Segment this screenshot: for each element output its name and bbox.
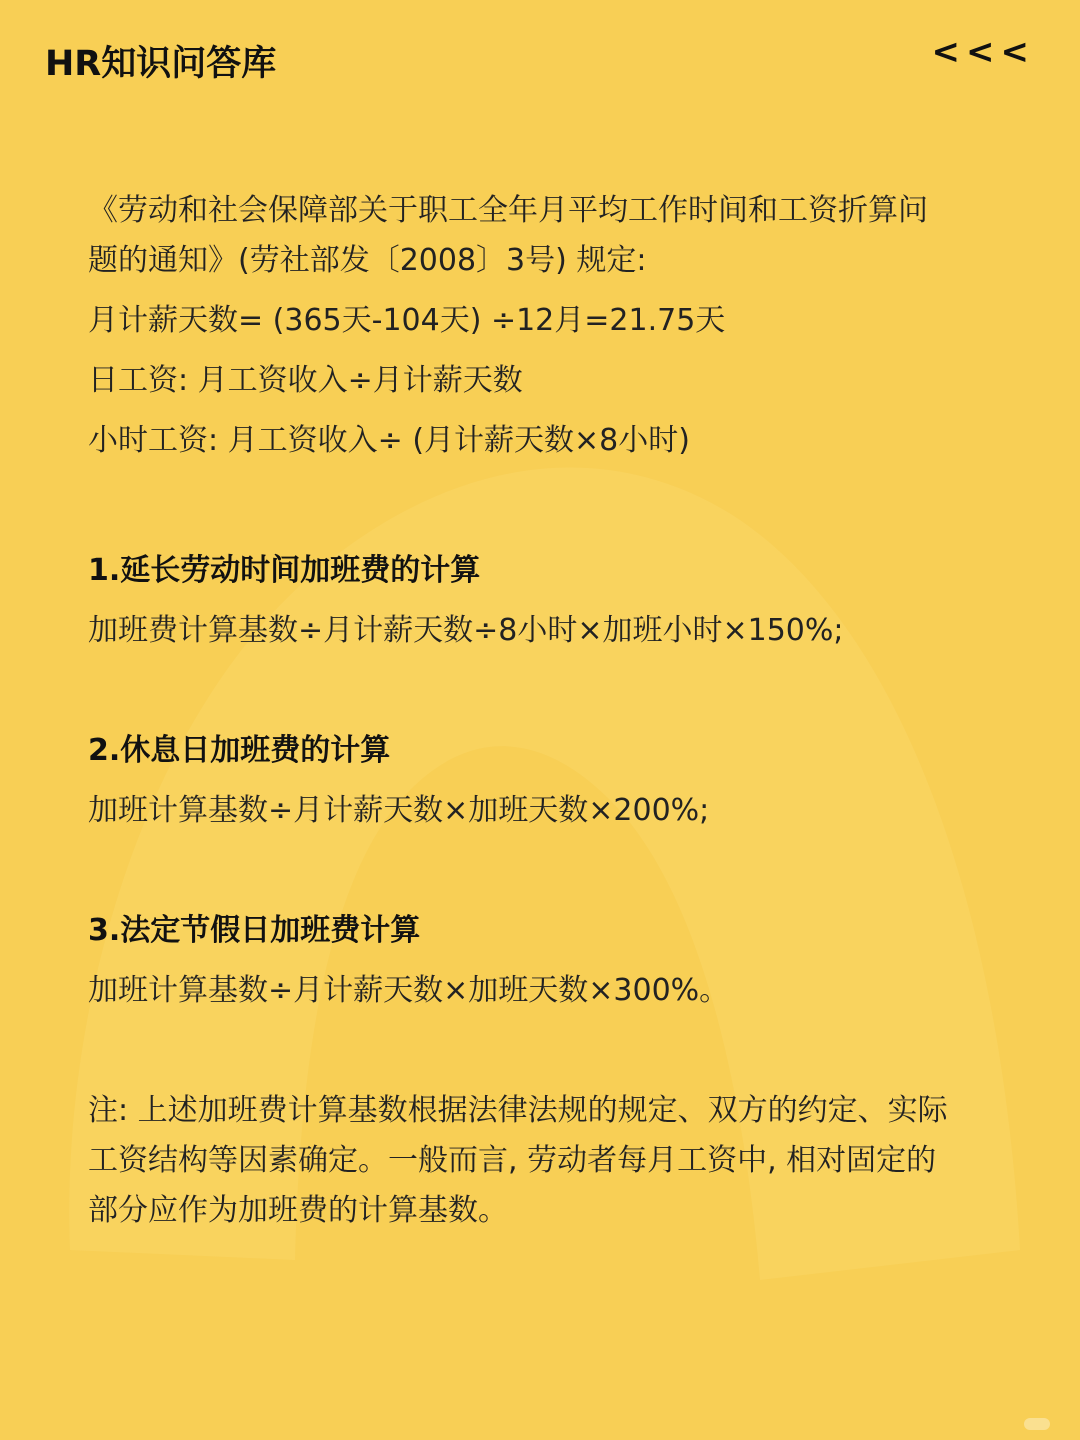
article-body (88, 186, 998, 1236)
monthly-days-formula: 月计薪天数= (365天-104天) ÷12月=21.75天 (88, 303, 726, 338)
section-heading: 2.休息日加班费的计算 (88, 733, 391, 768)
watermark-mark (1024, 1418, 1050, 1430)
back-arrows-icon[interactable]: <<< (931, 32, 1035, 72)
section-overtime (88, 546, 998, 656)
daily-wage-formula: 日工资: 月工资收入÷月计薪天数 (88, 363, 523, 398)
note-line-3: 部分应作为加班费的计算基数。 (88, 1193, 508, 1228)
note-block (88, 1086, 998, 1236)
page-title: HR知识问答库 (45, 44, 277, 84)
note-line-2: 工资结构等因素确定。一般而言, 劳动者每月工资中, 相对固定的 (88, 1143, 937, 1178)
intro-line-2: 题的通知》(劳社部发〔2008〕3号) 规定: (88, 243, 647, 278)
section-rest-day (88, 726, 998, 836)
hourly-wage-formula: 小时工资: 月工资收入÷ (月计薪天数×8小时) (88, 423, 690, 458)
section-heading: 1.延长劳动时间加班费的计算 (88, 553, 481, 588)
note-line-1: 注: 上述加班费计算基数根据法律法规的规定、双方的约定、实际 (88, 1093, 948, 1128)
section-formula: 加班计算基数÷月计薪天数×加班天数×200%; (88, 793, 710, 828)
section-heading: 3.法定节假日加班费计算 (88, 913, 421, 948)
section-formula: 加班计算基数÷月计薪天数×加班天数×300%。 (88, 973, 730, 1008)
intro-block (88, 186, 998, 466)
section-holiday (88, 906, 998, 1016)
section-formula: 加班费计算基数÷月计薪天数÷8小时×加班小时×150%; (88, 613, 844, 648)
intro-line-1: 《劳动和社会保障部关于职工全年月平均工作时间和工资折算问 (88, 193, 928, 228)
header (45, 30, 1035, 86)
